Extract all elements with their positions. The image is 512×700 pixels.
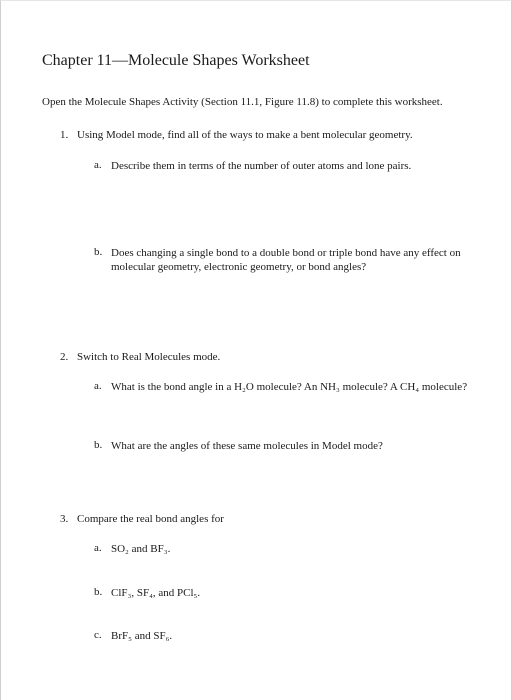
question-text: Switch to Real Molecules mode. — [77, 351, 221, 363]
question-number: 2. — [60, 351, 69, 363]
part-text: What are the angles of these same molecules in Model mode? — [111, 440, 383, 452]
part-text: Does changing a single bond to a double bond or triple bond have any effect on molecular geometry, electronic geometry, or bond angles? — [111, 247, 461, 273]
page-title: Chapter 11—Molecule Shapes Worksheet — [42, 52, 310, 69]
part-text: What is the bond angle in a H₂O molecule? An NH₃ molecule? A CH₄ molecule? — [111, 381, 468, 393]
part-letter: a. — [94, 159, 102, 171]
question-number: 3. — [60, 513, 69, 525]
question-text: Compare the real bond angles for — [77, 513, 224, 525]
intro-text: Open the Molecule Shapes Activity (Section 11.1, Figure 11.8) to complete this worksheet. — [42, 96, 443, 108]
question-number: 1. — [60, 129, 69, 141]
part-letter: c. — [94, 629, 102, 641]
part-text: ClF₃, SF₄, and PCl₅. — [111, 587, 201, 599]
question-text: Using Model mode, find all of the ways to make a bent molecular geometry. — [77, 129, 413, 141]
part-text: BrF₅ and SF₆. — [111, 630, 173, 642]
part-letter: a. — [94, 542, 102, 554]
part-letter: b. — [94, 246, 103, 258]
part-letter: b. — [94, 586, 103, 598]
part-letter: a. — [94, 380, 102, 392]
part-letter: b. — [94, 439, 103, 451]
part-text: Describe them in terms of the number of outer atoms and lone pairs. — [111, 160, 412, 172]
part-text: SO₂ and BF₃. — [111, 543, 171, 555]
